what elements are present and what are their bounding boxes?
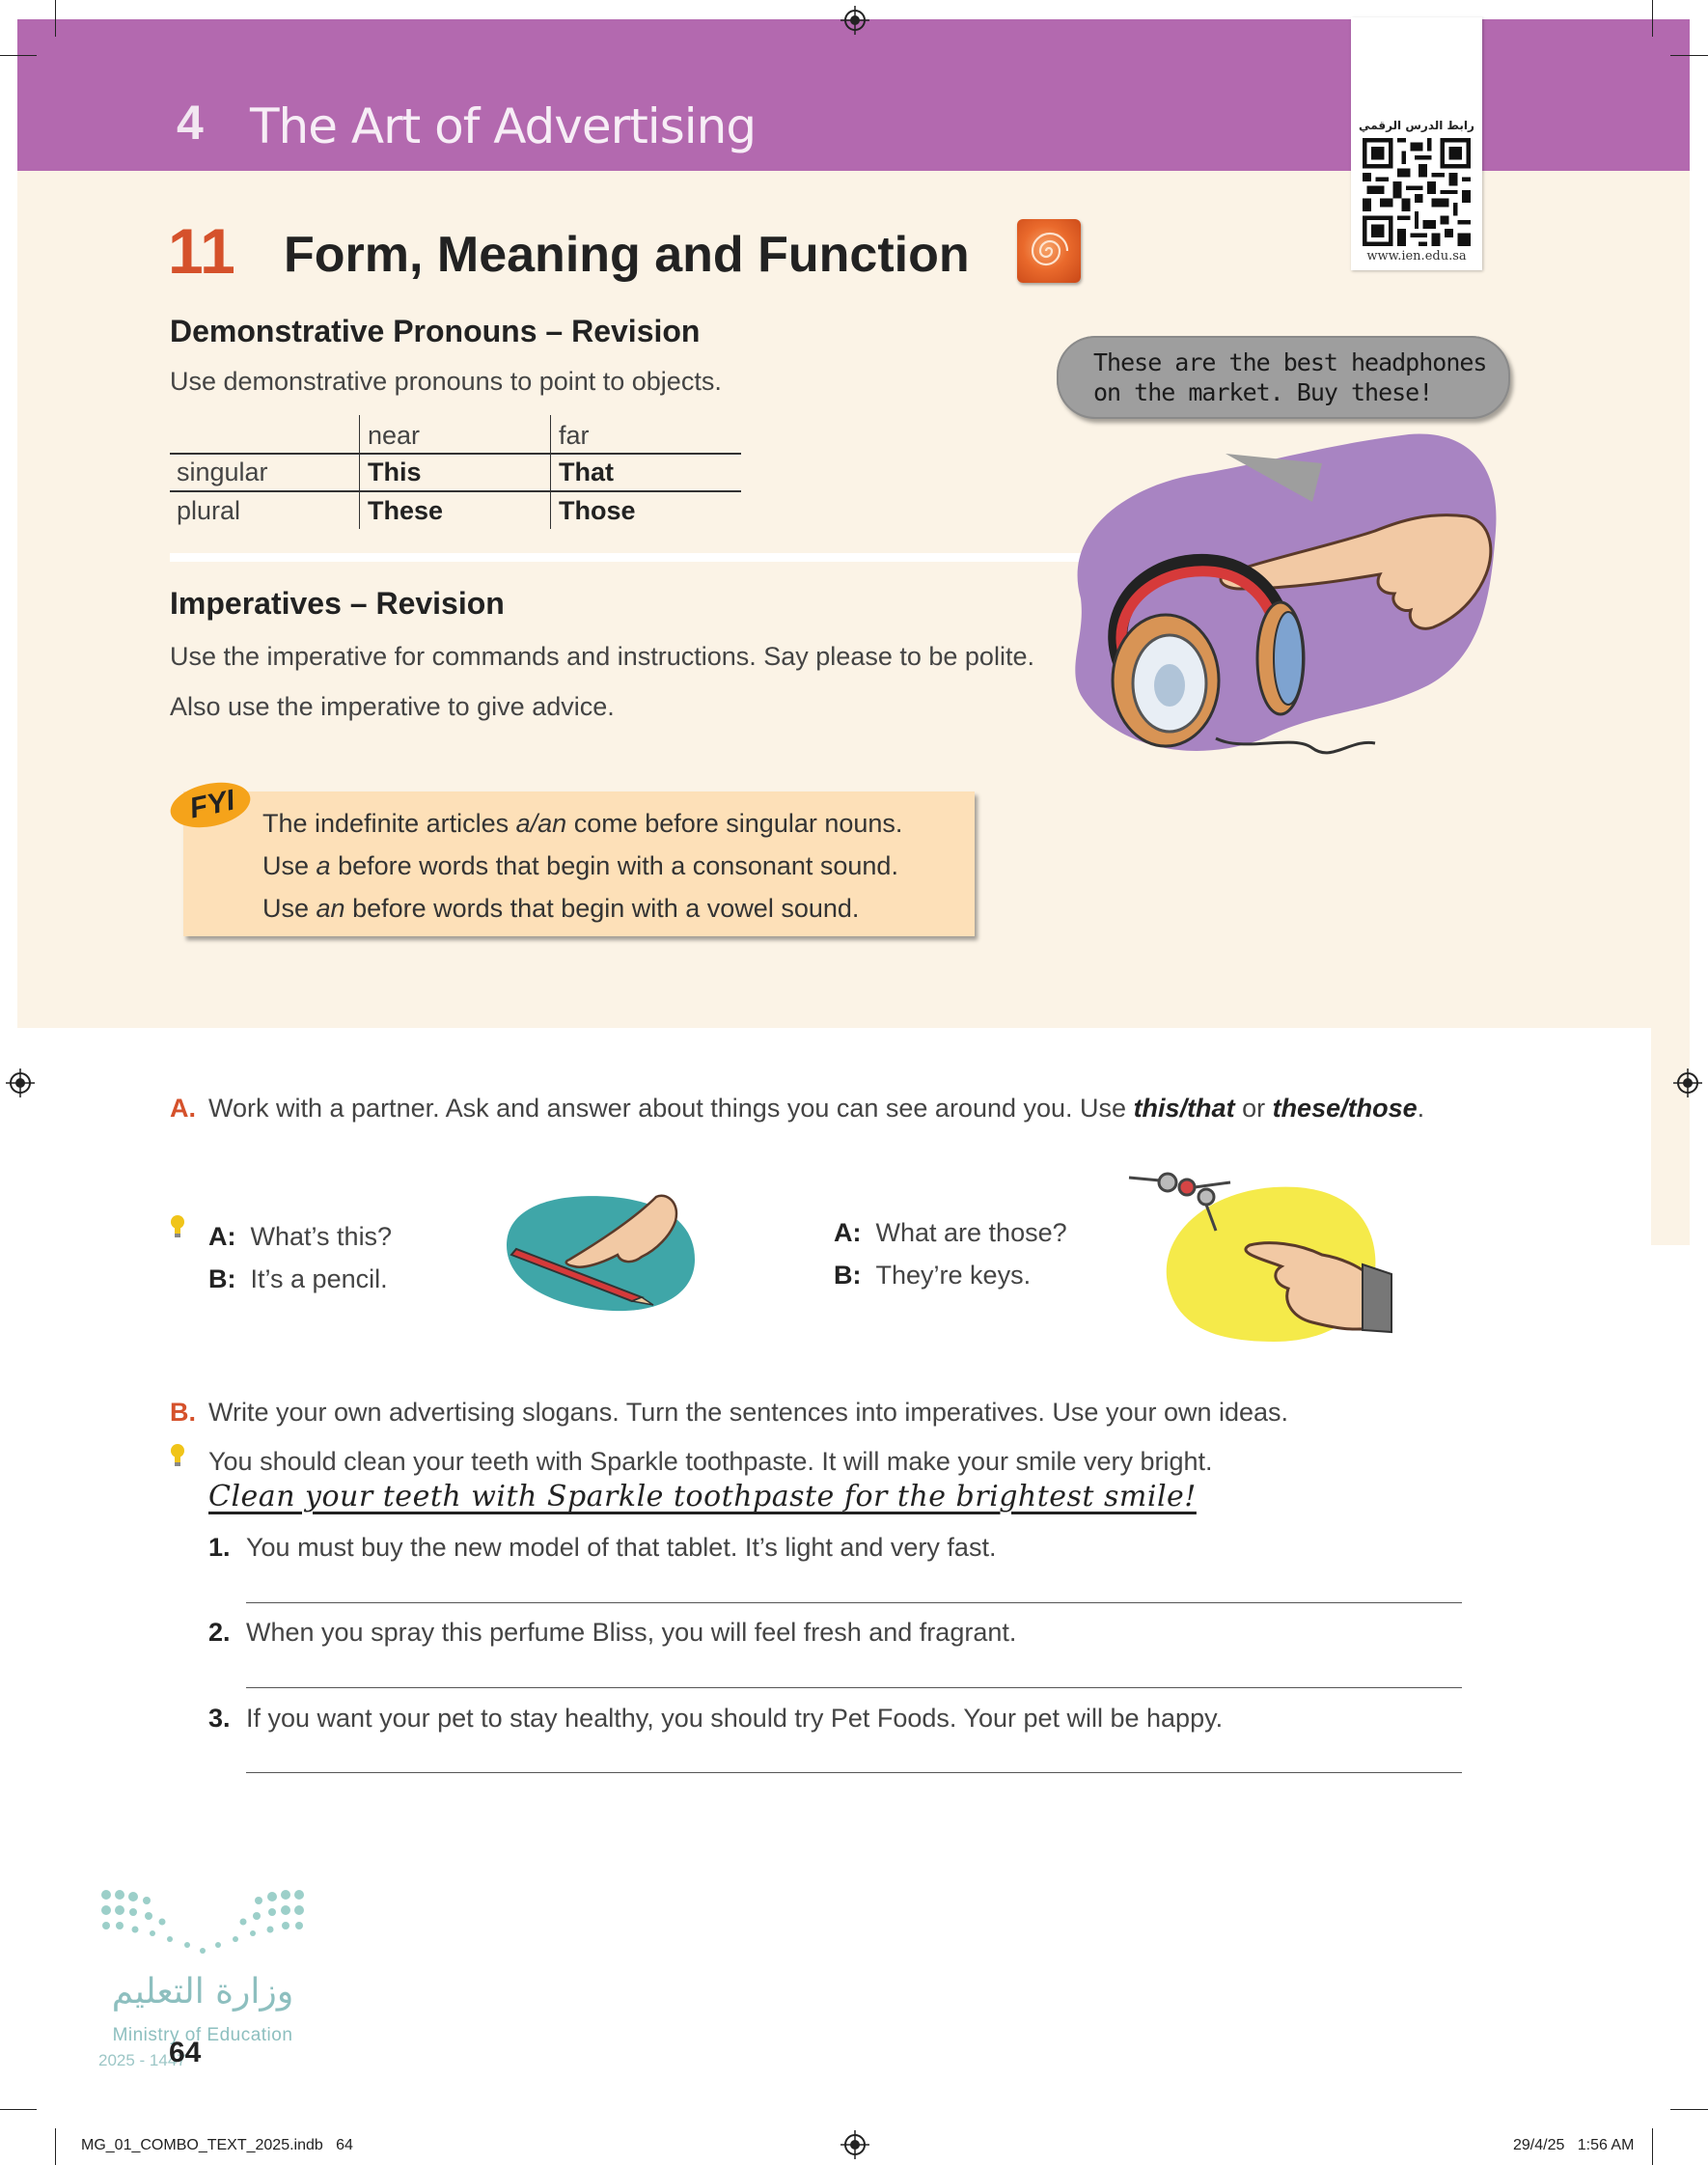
item-1-number: 1. [208, 1533, 231, 1562]
qr-url[interactable]: www.ien.edu.sa [1366, 249, 1467, 264]
table-header-far: far [559, 421, 590, 450]
dialog-2-line-a: A: What are those? [834, 1218, 1067, 1247]
crop-mark [1652, 0, 1653, 37]
registration-mark-icon [6, 1069, 35, 1097]
unit-title: The Art of Advertising [250, 98, 757, 154]
answer-line-3[interactable] [246, 1772, 1462, 1773]
table-cell-those: Those [559, 496, 636, 525]
keys-illustration [1110, 1149, 1409, 1351]
registration-mark-icon [840, 6, 869, 35]
print-date-info: 29/4/25 1:56 AM [1513, 2137, 1635, 2153]
crop-mark [55, 2128, 56, 2165]
ministry-arabic-name: وزارة التعليم [111, 1972, 294, 2012]
fyi-line-3: Use an before words that begin with a vowel sound. [262, 894, 860, 923]
lightbulb-icon [170, 1443, 185, 1468]
demonstratives-heading: Demonstrative Pronouns – Revision [170, 314, 701, 348]
exercise-a-instruction: Work with a partner. Ask and answer about things you can see around you. Use this/that or these/those. [208, 1094, 1425, 1123]
answer-line-1[interactable] [246, 1602, 1462, 1603]
lesson-number: 11 [168, 215, 235, 287]
headphones-illustration [1042, 405, 1505, 772]
section-divider [170, 553, 1173, 562]
table-cell-this: This [368, 458, 422, 486]
answer-line-2[interactable] [246, 1687, 1462, 1688]
qr-code[interactable] [1363, 138, 1471, 246]
demonstrative-table [170, 415, 741, 531]
dialog-1-line-b: B: It’s a pencil. [208, 1264, 388, 1293]
crop-mark [1670, 55, 1708, 56]
item-2-text: When you spray this perfume Bliss, you will feel fresh and fragrant. [246, 1618, 1017, 1647]
item-3-number: 3. [208, 1704, 231, 1733]
ministry-english-name: Ministry of Education [112, 2025, 293, 2045]
fyi-line-1: The indefinite articles a/an come before singular nouns. [262, 809, 903, 838]
crop-mark [0, 55, 37, 56]
fyi-badge-label: FYI [186, 784, 238, 825]
ministry-year: 2025 - 1447 [98, 2051, 186, 2069]
dialog-2-line-b: B: They’re keys. [834, 1261, 1032, 1290]
pencil-illustration [497, 1178, 704, 1318]
registration-mark-icon [1673, 1069, 1702, 1097]
table-row-singular-label: singular [177, 458, 268, 486]
item-1-text: You must buy the new model of that tablet. It’s light and very fast. [246, 1533, 997, 1562]
item-3-text: If you want your pet to stay healthy, you should try Pet Foods. Your pet will be happy. [246, 1704, 1224, 1733]
crop-mark [1670, 2109, 1708, 2110]
imperatives-description-2: Also use the imperative to give advice. [170, 692, 615, 721]
demonstratives-description: Use demonstrative pronouns to point to objects. [170, 367, 722, 396]
crop-mark [1652, 2128, 1653, 2165]
exercise-a-letter: A. [170, 1094, 196, 1123]
lesson-title: Form, Meaning and Function [284, 227, 970, 283]
cream-panel-edge [1651, 1028, 1690, 1245]
registration-mark-icon [840, 2130, 869, 2159]
crop-mark [55, 0, 56, 37]
lesson-icon[interactable] [1017, 219, 1081, 283]
lightbulb-icon [170, 1214, 185, 1239]
qr-label: رابط الدرس الرقمي [1359, 119, 1474, 132]
speech-bubble-text: These are the best headphones on the market. Buy these! [1093, 348, 1487, 406]
imperatives-description-1: Use the imperative for commands and instructions. Say please to be polite. [170, 642, 1034, 671]
table-header-near: near [368, 421, 421, 450]
page-number: 64 [169, 2037, 202, 2068]
crop-mark [0, 2109, 37, 2110]
exercise-b-instruction: Write your own advertising slogans. Turn the sentences into imperatives. Use your own ideas. [208, 1398, 1289, 1427]
table-cell-these: These [368, 496, 444, 525]
table-row-plural-label: plural [177, 496, 241, 525]
print-file-info: MG_01_COMBO_TEXT_2025.indb 64 [81, 2137, 353, 2153]
exercise-b-letter: B. [170, 1398, 196, 1427]
dialog-1-line-a: A: What’s this? [208, 1222, 393, 1251]
exercise-b-example: You should clean your teeth with Sparkle toothpaste. It will make your smile very bright. [208, 1447, 1213, 1476]
unit-number: 4 [177, 96, 204, 150]
ministry-logo-dots [96, 1887, 309, 1964]
exercise-b-example-answer: Clean your teeth with Sparkle toothpaste for the brightest smile! [208, 1480, 1197, 1513]
spiral-icon [1017, 219, 1081, 283]
table-cell-that: That [559, 458, 614, 486]
item-2-number: 2. [208, 1618, 231, 1647]
imperatives-heading: Imperatives – Revision [170, 586, 505, 621]
fyi-line-2: Use a before words that begin with a consonant sound. [262, 851, 898, 880]
